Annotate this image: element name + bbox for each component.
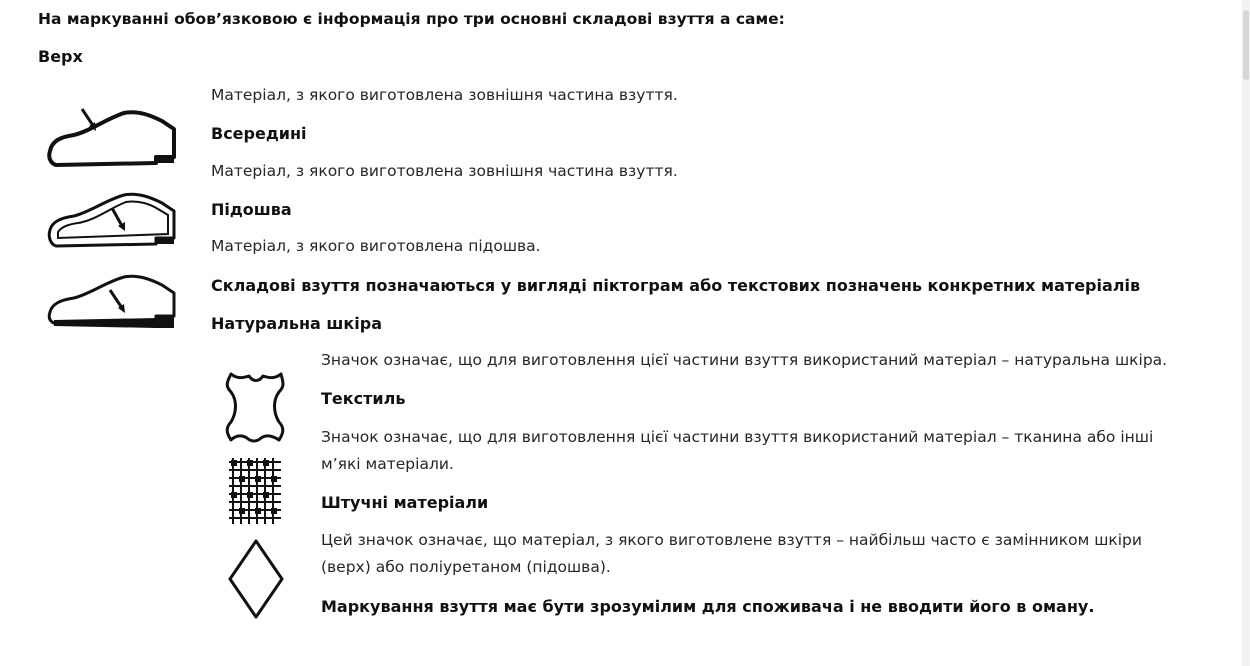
- synthetic-diamond-icon: [226, 538, 286, 620]
- vertical-scrollbar[interactable]: [1242, 0, 1250, 666]
- material-text-synthetic: Цей значок означає, що матеріал, з якого виготовлене взуття – найбільш часто є замінником шкіри (верх) або поліуретаном (підошва).: [321, 531, 1142, 576]
- material-text-leather: Значок означає, що для виготовлення цієї частини взуття використаний матеріал – натуральна шкіра.: [321, 351, 1168, 369]
- section-text-inside: Матеріал, з якого виготовлена зовнішня частина взуття.: [211, 162, 678, 180]
- shoe-sole-icon: [46, 272, 180, 332]
- section-text-upper: Матеріал, з якого виготовлена зовнішня частина взуття.: [211, 86, 678, 104]
- section-title-upper: Верх: [38, 47, 83, 66]
- shoe-lining-icon: [46, 190, 180, 250]
- section-text-sole: Матеріал, з якого виготовлена підошва.: [211, 237, 541, 255]
- conclusion-text: Маркування взуття має бути зрозумілим для споживача і не вводити його в оману.: [321, 597, 1095, 616]
- material-title-synthetic: Штучні матеріали: [321, 493, 489, 512]
- intro-text: На маркуванні обов’язковою є інформація про три основні складові взуття а саме:: [38, 10, 785, 28]
- material-text-textile: Значок означає, що для виготовлення цієї частини взуття використаний матеріал – тканина або інші м’які матеріали.: [321, 428, 1154, 473]
- textile-weave-icon: [229, 458, 281, 524]
- material-title-textile: Текстиль: [321, 389, 406, 408]
- pictograms-note: Складові взуття позначаються у вигляді піктограм або текстових позначень конкретних матеріалів: [211, 276, 1141, 295]
- scrollbar-thumb[interactable]: [1243, 10, 1249, 80]
- section-title-inside: Всередині: [211, 124, 307, 143]
- leather-hide-icon: [219, 370, 291, 444]
- material-title-leather: Натуральна шкіра: [211, 314, 382, 333]
- shoe-upper-icon: [46, 107, 180, 169]
- section-title-sole: Підошва: [211, 200, 292, 219]
